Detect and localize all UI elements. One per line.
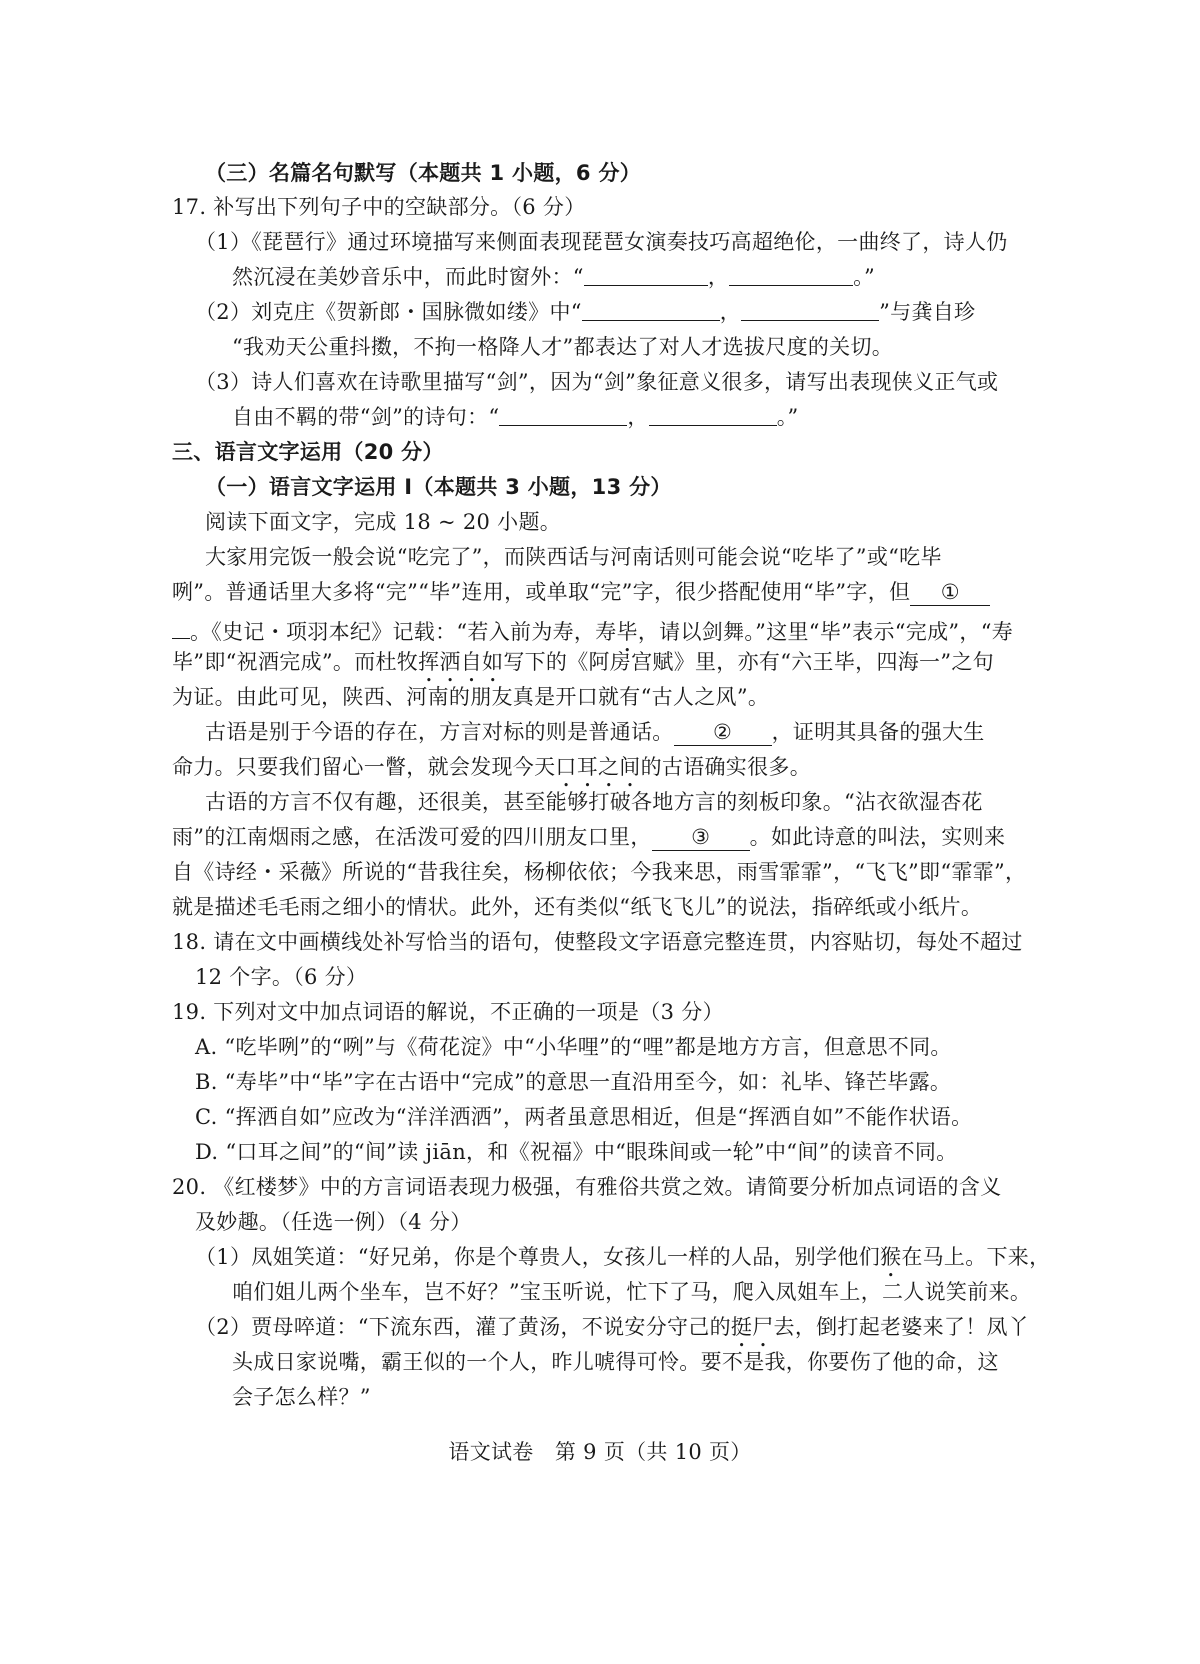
question-18-line1: 18. 请在文中画横线处补写恰当的语句，使整段文字语意完整连贯，内容贴切，每处不超过 xyxy=(172,930,1023,954)
subsection-title: （一）语言文字运用 Ⅰ（本题共 3 小题，13 分） xyxy=(205,475,672,499)
passage-line: 古语是别于今语的存在，方言对标的则是普通话。 ② ，证明其具备的强大生 xyxy=(205,720,985,744)
fill-blank-1-continued[interactable] xyxy=(172,612,190,639)
question-20-line2: 及妙趣。（任选一例）（4 分） xyxy=(195,1210,472,1234)
answer-blank[interactable] xyxy=(729,263,853,286)
q19-option-d[interactable]: D. “口耳之间”的“间”读 jiān，和《祝福》中“眼珠间或一轮”中“间”的读音不同。 xyxy=(195,1140,958,1164)
question-17-stem: 17. 补写出下列句子中的空缺部分。（6 分） xyxy=(172,195,586,219)
answer-blank[interactable] xyxy=(582,298,720,321)
q19-option-a[interactable]: A. “吃毕咧”的“咧”与《荷花淀》中“小华哩”的“哩”都是地方方言，但意思不同。 xyxy=(195,1035,952,1059)
question-18-line2: 12 个字。（6 分） xyxy=(195,965,368,989)
answer-blank[interactable] xyxy=(649,403,777,426)
dotted-word: 猴 xyxy=(880,1245,902,1269)
q19-option-c[interactable]: C. “挥洒自如”应改为“洋洋洒洒”，两者虽意思相近，但是“挥洒自如”不能作状语。 xyxy=(195,1105,973,1129)
q20-example2-line3: 会子怎么样？” xyxy=(232,1385,371,1409)
part-title: 三、语言文字运用（20 分） xyxy=(172,440,444,464)
q17-item1-line2: 然沉浸在美妙音乐中，而此时窗外：“ ， 。” xyxy=(232,265,875,289)
q17-item3-line1: （3）诗人们喜欢在诗歌里描写“剑”，因为“剑”象征意义很多，请写出表现侠义正气或 xyxy=(195,370,999,394)
passage-line: 雨”的江南烟雨之感，在活泼可爱的四川朋友口里， ③ 。如此诗意的叫法，实则来 xyxy=(172,825,1006,849)
passage-line: 自《诗经・采薇》所说的“昔我往矣，杨柳依依；今我来思，雨雪霏霏”，“飞飞”即“霏霏”， xyxy=(172,860,1027,884)
passage-line: 就是描述毛毛雨之细小的情状。此外，还有类似“纸飞飞儿”的说法，指碎纸或小纸片。 xyxy=(172,895,983,919)
question-19-stem: 19. 下列对文中加点词语的解说，不正确的一项是（3 分） xyxy=(172,1000,724,1024)
passage-line: 咧”。普通话里大多将“完”“毕”连用，或单取“完”字，很少搭配使用“毕”字，但 ① xyxy=(172,577,990,607)
question-20-line1: 20. 《红楼梦》中的方言词语表现力极强，有雅俗共赏之效。请简要分析加点词语的含义 xyxy=(172,1175,1002,1199)
page-footer: 语文试卷 第 9 页（共 10 页） xyxy=(448,1440,752,1464)
passage-line: 命力。只要我们留心一瞥，就会发现今天口耳之间的古语确实很多。 xyxy=(172,755,812,779)
section-title: （三）名篇名句默写（本题共 1 小题，6 分） xyxy=(205,161,642,185)
q20-example2-line2: 头成日家说嘴，霸王似的一个人，昨儿唬得可怜。要不是我，你要伤了他的命，这 xyxy=(232,1350,999,1374)
q17-item2-line2: “我劝天公重抖擞，不拘一格降人才”都表达了对人才选拔尺度的关切。 xyxy=(232,335,894,359)
answer-blank[interactable] xyxy=(741,298,879,321)
q17-item2-line1: （2）刘克庄《贺新郎・国脉微如缕》中“ ， ”与龚自珍 xyxy=(195,300,976,324)
passage-line: 。《史记・项羽本纪》记载：“若入前为寿，寿毕，请以剑舞。”这里“毕”表示“完成”，“寿 xyxy=(172,612,1013,642)
dotted-word: 挺尸 xyxy=(730,1315,774,1339)
dotted-word: 毕 xyxy=(616,620,638,644)
answer-blank[interactable] xyxy=(499,403,627,426)
q20-example1-line1: （1）凤姐笑道：“好兄弟，你是个尊贵人，女孩儿一样的人品，别学他们猴在马上。下来， xyxy=(195,1245,1051,1269)
dotted-word: 挥洒自如 xyxy=(418,650,504,674)
answer-blank[interactable] xyxy=(584,263,708,286)
fill-blank-3[interactable]: ③ xyxy=(652,824,750,851)
passage-line: 古语的方言不仅有趣，还很美，甚至能够打破各地方言的刻板印象。“沾衣欲湿杏花 xyxy=(205,790,983,814)
reading-instruction: 阅读下面文字，完成 18 ~ 20 小题。 xyxy=(205,510,562,534)
q20-example2-line1: （2）贾母啐道：“下流东西，灌了黄汤，不说安分守己的挺尸去，倒打起老婆来了！凤丫 xyxy=(195,1315,1030,1339)
q17-item3-line2: 自由不羁的带“剑”的诗句：“ ， 。” xyxy=(232,405,799,429)
fill-blank-2[interactable]: ② xyxy=(674,719,772,746)
passage-line: 大家用完饭一般会说“吃完了”，而陕西话与河南话则可能会说“吃毕了”或“吃毕 xyxy=(205,545,942,569)
passage-line: 为证。由此可见，陕西、河南的朋友真是开口就有“古人之风”。 xyxy=(172,685,770,709)
fill-blank-1[interactable]: ① xyxy=(910,579,990,606)
dotted-word: 口耳之间 xyxy=(555,755,641,779)
q19-option-b[interactable]: B. “寿毕”中“毕”字在古语中“完成”的意思一直沿用至今，如：礼毕、锋芒毕露。 xyxy=(195,1070,952,1094)
q17-item1-line1: （1）《琵琶行》通过环境描写来侧面表现琵琶女演奏技巧高超绝伦，一曲终了，诗人仍 xyxy=(195,230,1008,254)
q20-example1-line2: 咱们姐儿两个坐车，岂不好？”宝玉听说，忙下了马，爬入凤姐车上，二人说笑前来。 xyxy=(232,1280,1032,1304)
passage-line: 毕”即“祝酒完成”。而杜牧挥洒自如写下的《阿房宫赋》里，亦有“六王毕，四海一”之句 xyxy=(172,650,994,674)
